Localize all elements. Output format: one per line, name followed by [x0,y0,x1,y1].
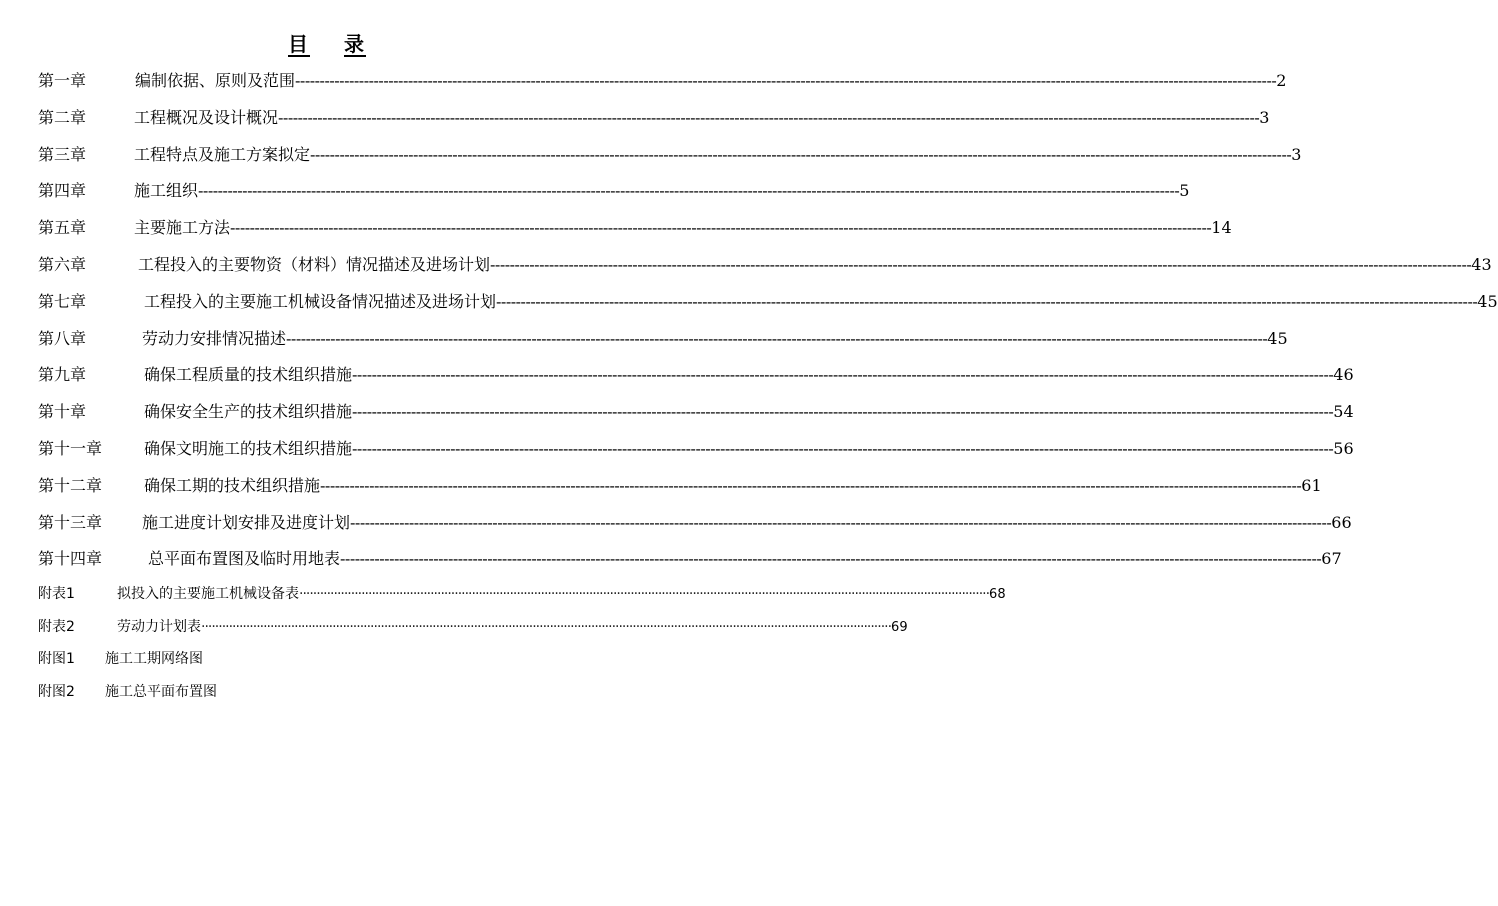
appendix-entry[interactable] [38,681,632,714]
toc-entry[interactable] [38,326,1288,363]
chapter-title: 确保工程质量的技术组织措施 [144,365,353,385]
chapter-title: 施工进度计划安排及进度计划 [142,512,351,532]
chapter-number: 第一章 [38,71,87,90]
toc-entry[interactable] [38,142,1302,179]
chapter-title: 劳动力安排情况描述 [142,328,287,348]
chapter-number: 第十四章 [38,549,103,569]
dot-leader: -------------------------------------------------------------------------------------------------------------------------------------------------------------------------------------------------------- [350,512,1332,532]
chapter-number: 第五章 [38,218,87,238]
toc-entry[interactable] [38,289,1498,326]
page-number: 14 [1211,218,1232,238]
chapter-title: 确保工期的技术组织措施 [144,475,321,495]
chapter-title: 主要施工方法 [134,218,231,238]
chapter-number: 第十章 [38,402,87,422]
dot-leader: -------------------------------------------------------------------------------------------------------------------------------------------------------------------------------------------------------- [230,218,1212,238]
chapter-number: 第三章 [38,144,87,164]
appendix-label: 附表1 [38,586,75,603]
page-number: 2 [1276,71,1287,90]
page-number: 5 [1179,181,1190,201]
title-part-1: 目 [288,32,310,56]
toc-entry[interactable] [38,68,1287,105]
page-number: 3 [1291,144,1302,164]
dot-leader: -------------------------------------------------------------------------------------------------------------------------------------------------------------------------------------------------------- [286,328,1268,348]
dot-leader: -------------------------------------------------------------------------------------------------------------------------------------------------------------------------------------------------------- [352,365,1334,385]
chapter-title: 工程概况及设计概况 [134,107,279,127]
page-number: 54 [1333,402,1354,422]
appendix-title: 施工工期网络图 [105,651,203,668]
page-number: 3 [1259,107,1270,127]
page-number: 56 [1333,438,1354,458]
appendix-title: 拟投入的主要施工机械设备表 [117,586,299,603]
toc-entry[interactable] [38,105,1270,142]
dot-leader: -------------------------------------------------------------------------------------------------------------------------------------------------------------------------------------------------------- [278,107,1260,127]
dot-leader: -------------------------------------------------------------------------------------------------------------------------------------------------------------------------------------------------------- [490,254,1472,274]
chapter-title: 编制依据、原则及范围 [135,71,296,90]
page-number: 67 [1321,549,1342,569]
page-number: 45 [1267,328,1288,348]
appendix-entry[interactable] [38,583,1006,616]
title-part-2: 录 [344,32,366,56]
dot-leader: -------------------------------------------------------------------------------------------------------------------------------------------------------------------------------------------------------- [496,291,1478,311]
appendix-label: 附图1 [38,651,75,668]
toc-entry[interactable] [38,546,1342,583]
dot-leader: -------------------------------------------------------------------------------------------------------------------------------------------------------------------------------------------------------- [320,475,1302,495]
table-of-contents [38,68,1498,713]
chapter-number: 第十二章 [38,475,103,495]
appendix-entry[interactable] [38,648,632,681]
dot-leader: ········································································································································································································ [201,618,892,635]
chapter-title: 工程特点及施工方案拟定 [134,144,311,164]
dot-leader: ········································································································································································································ [299,586,990,603]
toc-entry[interactable] [38,362,1354,399]
chapter-title: 工程投入的主要施工机械设备情况描述及进场计划 [144,291,497,311]
page-title [0,28,654,57]
chapter-title: 总平面布置图及临时用地表 [148,549,341,569]
toc-entry[interactable] [38,178,1190,215]
chapter-number: 第七章 [38,291,87,311]
page-number: 69 [891,619,908,635]
chapter-title: 确保文明施工的技术组织措施 [144,438,353,458]
chapter-number: 第十一章 [38,438,103,458]
toc-entry[interactable] [38,215,1232,252]
toc-entry[interactable] [38,473,1322,510]
chapter-title: 工程投入的主要物资（材料）情况描述及进场计划 [138,254,491,274]
dot-leader: -------------------------------------------------------------------------------------------------------------------------------------------------------------------------------------------------------- [340,549,1322,569]
toc-entry[interactable] [38,510,1352,547]
chapter-number: 第二章 [38,107,87,127]
chapter-number: 第十三章 [38,512,103,532]
dot-leader: -------------------------------------------------------------------------------------------------------------------------------------------------------------------------------------------------------- [198,181,1180,201]
page-number: 46 [1333,365,1354,385]
page-number: 43 [1471,254,1492,274]
page-number: 45 [1477,291,1498,311]
chapter-number: 第九章 [38,365,87,385]
chapter-number: 第六章 [38,254,87,274]
chapter-number: 第八章 [38,328,87,348]
appendix-title: 劳动力计划表 [117,618,201,635]
chapter-number: 第四章 [38,181,87,201]
dot-leader: -------------------------------------------------------------------------------------------------------------------------------------------------------------------------------------------------------- [352,438,1334,458]
page-number: 68 [989,587,1006,603]
toc-entry[interactable] [38,252,1492,289]
appendix-entry[interactable] [38,616,908,649]
appendix-title: 施工总平面布置图 [105,683,217,700]
appendix-label: 附表2 [38,618,75,635]
chapter-title: 施工组织 [134,181,199,201]
toc-entry[interactable] [38,436,1354,473]
page-number: 61 [1301,475,1322,495]
dot-leader: -------------------------------------------------------------------------------------------------------------------------------------------------------------------------------------------------------- [310,144,1292,164]
toc-entry[interactable] [38,399,1354,436]
page-number: 66 [1331,512,1352,532]
appendix-label: 附图2 [38,683,75,700]
dot-leader: -------------------------------------------------------------------------------------------------------------------------------------------------------------------------------------------------------- [295,71,1277,90]
chapter-title: 确保安全生产的技术组织措施 [144,402,353,422]
dot-leader: -------------------------------------------------------------------------------------------------------------------------------------------------------------------------------------------------------- [352,402,1334,422]
